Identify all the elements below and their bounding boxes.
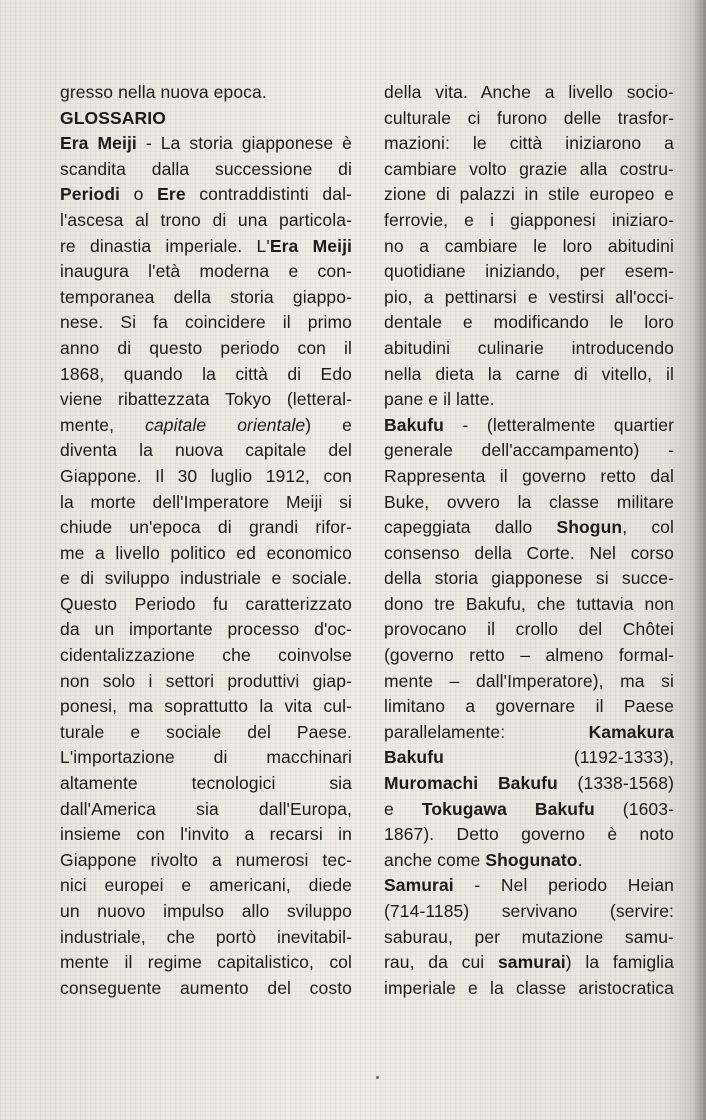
glossary-term: Shogunato xyxy=(485,849,578,870)
text-run: ) la famiglia xyxy=(565,952,674,973)
right-column-line: della storia giapponese si succe- xyxy=(384,568,674,589)
left-column-line: conseguente aumento del costo xyxy=(60,977,352,998)
glossary-term: Bakufu xyxy=(384,414,444,435)
right-column-line: imperiale e la classe aristocratica xyxy=(384,977,674,998)
right-column-line: della vita. Anche a livello socio- xyxy=(384,82,674,102)
right-column-line: generale dell'accampamento) - xyxy=(384,440,674,461)
right-column-line: (governo retto – almeno formal- xyxy=(384,645,674,666)
left-column-line: diventa la nuova capitale del xyxy=(60,440,352,461)
right-column-line: dentale e modificando le loro xyxy=(384,312,674,333)
text-run: anche come xyxy=(384,849,486,870)
right-column-line: no a cambiare le loro abitudini xyxy=(384,235,674,256)
left-column-line: ponesi, ma soprattutto la vita cul- xyxy=(60,696,352,717)
italic-phrase: capitale orientale xyxy=(145,414,306,435)
text-run: capeggiata dallo xyxy=(384,517,557,538)
right-column-line: limitano a governare il Paese xyxy=(384,696,674,717)
right-column-line xyxy=(384,771,674,797)
glossary-term: Shogun xyxy=(556,517,623,538)
right-column-line: provocano il crollo del Chôtei xyxy=(384,619,674,640)
left-column-line: la morte dell'Imperatore Meiji si xyxy=(60,491,352,512)
text-run: - (letteralmente quartier xyxy=(443,414,674,435)
text-run: contraddistinti dal- xyxy=(185,184,352,205)
text-run: ) e xyxy=(305,414,352,435)
right-text-column xyxy=(384,80,674,1001)
text-run: parallelamente: xyxy=(384,721,589,742)
left-column-line: L'importazione di macchinari xyxy=(60,747,352,768)
glossary-term: Muromachi Bakufu xyxy=(384,773,558,794)
left-column-line: gresso nella nuova epoca. xyxy=(60,82,267,102)
right-column-line: dono tre Bakufu, che tuttavia non xyxy=(384,593,674,614)
left-column-line: scandita dalla successione di xyxy=(60,158,352,179)
left-column-line: anno di questo periodo con il xyxy=(60,337,352,358)
right-column-line: consenso della Corte. Nel corso xyxy=(384,542,674,563)
text-run: . xyxy=(577,849,583,870)
right-column-line: mente – dall'Imperatore), ma si xyxy=(384,670,674,691)
text-run: re dinastia imperiale. L' xyxy=(60,235,270,256)
left-column-line: Questo Periodo fu caratterizzato xyxy=(60,593,352,614)
left-column-line: temporanea della storia giappo- xyxy=(60,286,352,307)
right-column-line xyxy=(384,873,674,899)
left-column-line xyxy=(60,131,352,157)
text-run: (1192-1333), xyxy=(443,747,674,768)
right-column-line: abitudini culinarie introducendo xyxy=(384,337,674,358)
glossary-term: Tokugawa Bakufu xyxy=(421,798,595,819)
glossary-term: Ere xyxy=(157,184,186,205)
right-column-line: cambiare volto grazie alla costru- xyxy=(384,158,674,179)
left-column-line xyxy=(60,234,352,260)
text-run: rau, da cui xyxy=(384,952,498,973)
glossary-heading: GLOSSARIO xyxy=(60,107,166,128)
right-column-line: quotidiane iniziando, per esem- xyxy=(384,261,674,282)
text-run: (1338-1568) xyxy=(557,773,674,794)
right-column-line xyxy=(384,797,674,823)
left-column-line: cidentalizzazione che coinvolse xyxy=(60,645,352,666)
left-text-column xyxy=(60,80,352,1001)
right-column-line xyxy=(384,848,674,874)
left-column-line: altamente tecnologici sia xyxy=(60,773,352,794)
right-column-line xyxy=(384,413,674,439)
right-column-line: mazioni: le città iniziarono a xyxy=(384,133,674,154)
text-run: - Nel periodo Heian xyxy=(453,875,674,896)
right-column-line: saburau, per mutazione samu- xyxy=(384,926,674,947)
left-column-line: Giappone rivolto a numerosi tec- xyxy=(60,849,352,870)
right-column-line: culturale ci furono delle trasfor- xyxy=(384,107,674,128)
right-column-line xyxy=(384,950,674,976)
right-column-line: pio, a pettinarsi e vestirsi all'occi- xyxy=(384,286,674,307)
right-column-line: ferrovie, e i giapponesi iniziaro- xyxy=(384,209,674,230)
left-column-line: nese. Si fa coincidere il primo xyxy=(60,312,352,333)
left-column-line: mente il regime capitalistico, col xyxy=(60,952,352,973)
glossary-term: Periodi xyxy=(60,184,121,205)
page-edge-shadow xyxy=(692,0,706,1120)
left-column-line: da un importante processo d'oc- xyxy=(60,619,352,640)
right-column-line xyxy=(384,720,674,746)
left-column-line: dall'America sia dall'Europa, xyxy=(60,798,352,819)
glossary-term: samurai xyxy=(497,952,566,973)
right-column-line: Rappresenta il governo retto dal xyxy=(384,465,674,486)
right-column-line: (714-1185) servivano (servire: xyxy=(384,901,674,921)
left-column-line: viene ribattezzata Tokyo (letteral- xyxy=(60,389,352,410)
left-column-line: turale e sociale del Paese. xyxy=(60,721,352,742)
left-column-line: chiude un'epoca di grandi rifor- xyxy=(60,517,352,538)
text-run: e xyxy=(384,798,422,819)
left-column-line: industriale, che portò inevitabil- xyxy=(60,926,352,947)
right-column-line: nella dieta la carne di vitello, il xyxy=(384,363,674,384)
text-run: - La storia giapponese è xyxy=(136,133,352,154)
left-column-line: nici europei e americani, diede xyxy=(60,875,352,896)
left-column-line: Giappone. Il 30 luglio 1912, con xyxy=(60,465,352,486)
text-run: mente, xyxy=(60,414,146,435)
right-column-line: zione di palazzi in stile europeo e xyxy=(384,184,674,205)
right-column-line: pane e il latte. xyxy=(384,389,495,410)
right-column-line xyxy=(384,515,674,541)
left-column-line xyxy=(60,182,352,208)
left-column-line: e di sviluppo industriale e sociale. xyxy=(60,568,352,589)
left-column-line: me a livello politico ed economico xyxy=(60,542,352,563)
right-column-line xyxy=(384,745,674,771)
glossary-term: Samurai xyxy=(384,875,454,896)
print-speck xyxy=(376,1076,379,1079)
right-column-line: 1867). Detto governo è noto xyxy=(384,824,674,845)
right-column-line: Buke, ovvero la classe militare xyxy=(384,491,674,512)
left-column-line: un nuovo impulso allo sviluppo xyxy=(60,901,352,921)
left-column-line: non solo i settori produttivi giap- xyxy=(60,670,352,691)
glossary-term: Bakufu xyxy=(384,747,444,768)
text-run: (1603- xyxy=(594,798,674,819)
glossary-term: Era Meiji xyxy=(269,235,353,256)
left-column-line xyxy=(60,413,352,439)
glossary-term: Kamakura xyxy=(588,721,674,742)
left-column-line: 1868, quando la città di Edo xyxy=(60,363,352,384)
left-column-line xyxy=(60,106,352,132)
left-column-line: l'ascesa al trono di una particola- xyxy=(60,209,352,230)
text-run: o xyxy=(120,184,158,205)
left-column-line: insieme con l'invito a recarsi in xyxy=(60,824,352,845)
glossary-term: Era Meiji xyxy=(60,133,137,154)
left-column-line: inaugura l'età moderna e con- xyxy=(60,261,352,282)
text-run: , col xyxy=(622,517,674,538)
